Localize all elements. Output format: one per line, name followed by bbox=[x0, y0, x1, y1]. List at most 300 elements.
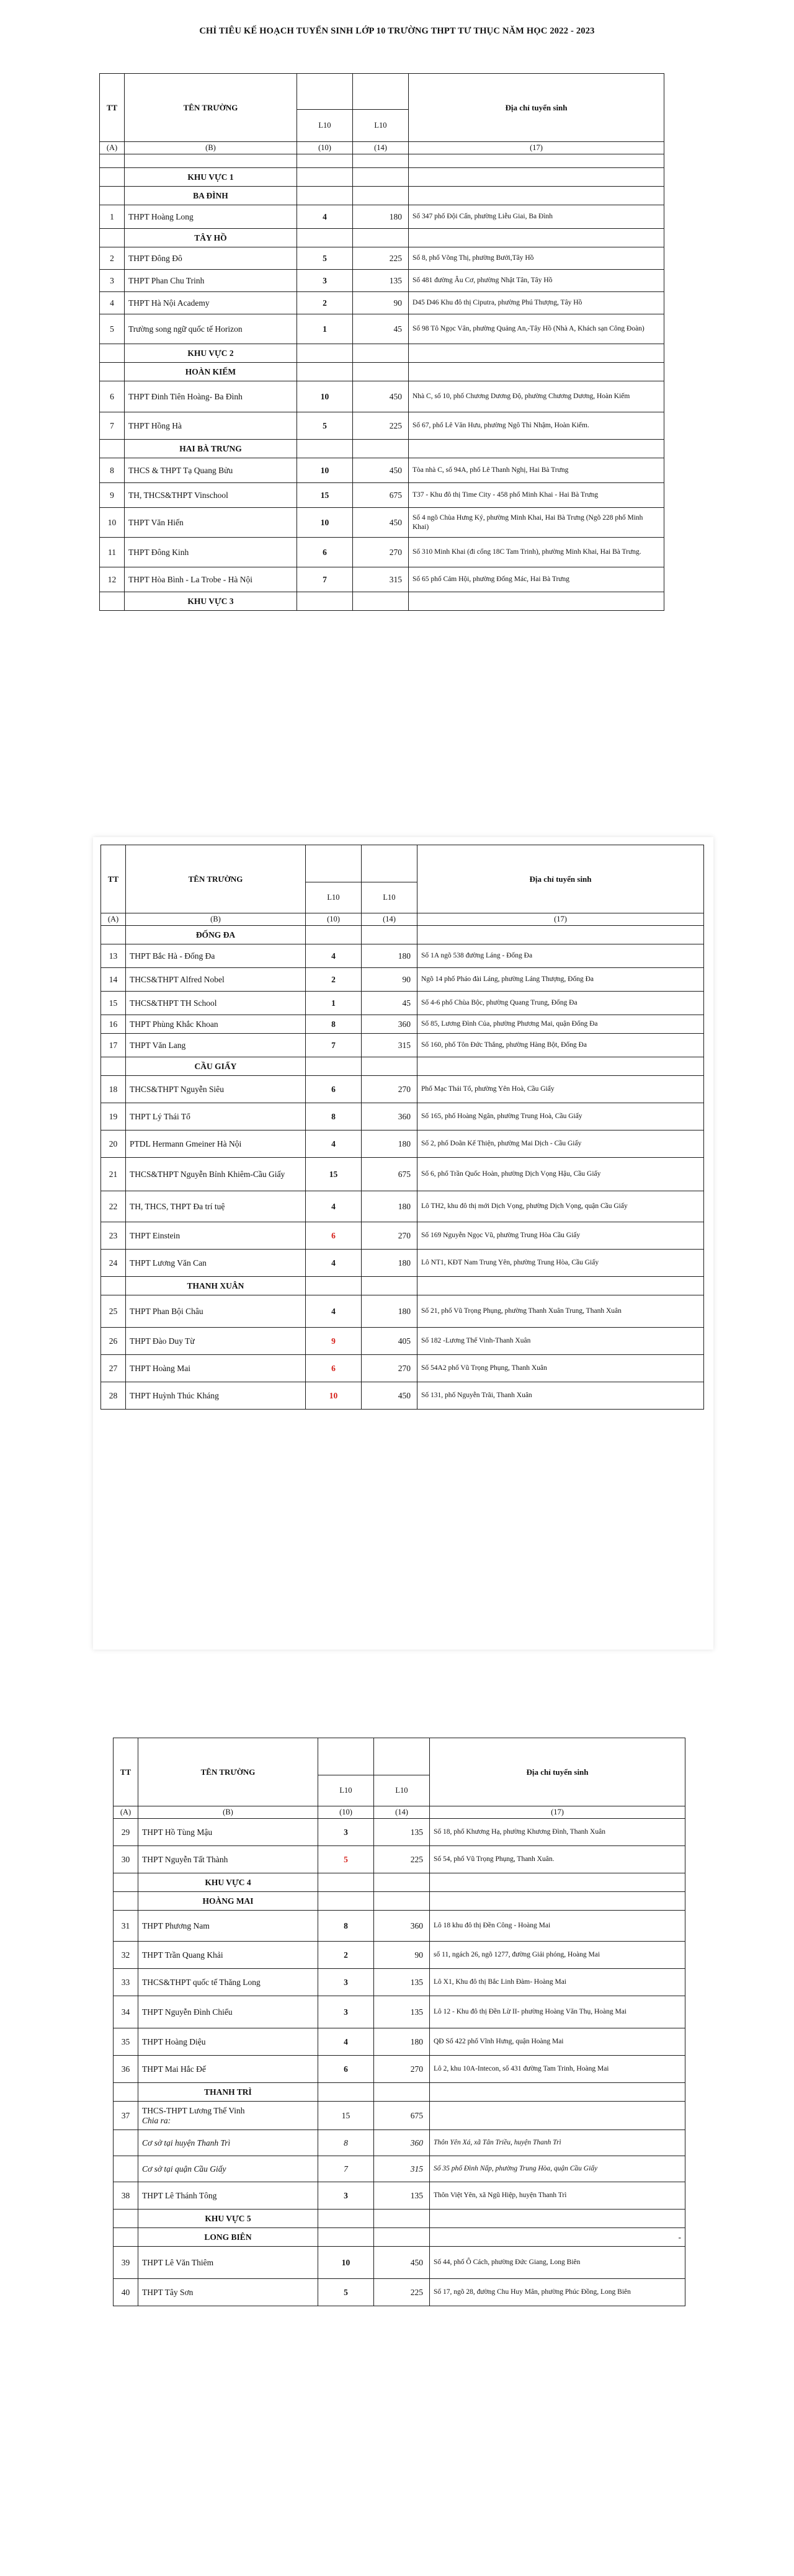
school-address: Số 44, phố Ô Cách, phường Đức Giang, Long Biên bbox=[430, 2247, 685, 2279]
section-label: HAI BÀ TRƯNG bbox=[125, 440, 297, 458]
page-title: CHỈ TIÊU KẾ HOẠCH TUYỂN SINH LỚP 10 TRƯỜNG THPT TƯ THỤC NĂM HỌC 2022 - 2023 bbox=[199, 26, 595, 36]
header-address: Địa chỉ tuyển sinh bbox=[409, 74, 664, 142]
section-row bbox=[101, 1277, 704, 1295]
student-count: 450 bbox=[353, 458, 409, 483]
school-row bbox=[100, 381, 664, 412]
section-tt bbox=[101, 1277, 126, 1295]
school-row bbox=[101, 1328, 704, 1355]
school-address: Số 182 -Lương Thế Vinh-Thanh Xuân bbox=[417, 1328, 704, 1355]
section-label: LONG BIÊN bbox=[138, 2228, 318, 2247]
school-row bbox=[100, 508, 664, 538]
section-blank bbox=[374, 2228, 430, 2247]
section-label: TÂY HỒ bbox=[125, 229, 297, 247]
school-row bbox=[101, 1034, 704, 1057]
section-extra bbox=[409, 187, 664, 205]
student-count: 675 bbox=[374, 2102, 430, 2130]
header-l10-classes: L10 bbox=[297, 110, 353, 142]
header-blank-10 bbox=[306, 845, 362, 882]
header-row bbox=[114, 1738, 685, 1775]
header-blank-10 bbox=[297, 74, 353, 110]
student-count: 225 bbox=[353, 247, 409, 270]
class-count: 3 bbox=[318, 1996, 374, 2028]
school-name: THPT Tây Sơn bbox=[138, 2279, 318, 2306]
school-number: 19 bbox=[101, 1103, 126, 1130]
section-blank bbox=[353, 363, 409, 381]
student-count: 270 bbox=[353, 538, 409, 567]
section-extra bbox=[417, 1057, 704, 1076]
school-address: Phố Mạc Thái Tổ, phường Yên Hoà, Cầu Giấy bbox=[417, 1076, 704, 1103]
school-name: THPT Nguyễn Tất Thành bbox=[138, 1846, 318, 1873]
section-tt bbox=[100, 187, 125, 205]
student-count: 450 bbox=[362, 1382, 417, 1410]
header-address: Địa chỉ tuyển sinh bbox=[417, 845, 704, 913]
school-name: THPT Hà Nội Academy bbox=[125, 292, 297, 314]
section-tt bbox=[100, 592, 125, 611]
school-number: 11 bbox=[100, 538, 125, 567]
school-row bbox=[101, 1015, 704, 1034]
school-name: THCS & THPT Tạ Quang Bửu bbox=[125, 458, 297, 483]
class-count: 6 bbox=[306, 1222, 362, 1250]
header-code-row bbox=[100, 142, 664, 154]
student-count: 675 bbox=[353, 483, 409, 508]
school-row bbox=[114, 2182, 685, 2210]
code-10: (10) bbox=[297, 142, 353, 154]
school-note: Chia ra: bbox=[142, 2115, 171, 2125]
school-name: THPT Phương Nam bbox=[138, 1911, 318, 1942]
student-count: 360 bbox=[362, 1015, 417, 1034]
school-address: T37 - Khu đô thị Time City - 458 phố Minh Khai - Hai Bà Trưng bbox=[409, 483, 664, 508]
school-row bbox=[100, 205, 664, 229]
school-name: THPT Einstein bbox=[126, 1222, 306, 1250]
school-address: số 11, ngách 26, ngõ 1277, đường Giải phóng, Hoàng Mai bbox=[430, 1942, 685, 1969]
school-address: Số 347 phố Đội Cấn, phường Liễu Giai, Ba Đình bbox=[409, 205, 664, 229]
section-label: KHU VỰC 4 bbox=[138, 1873, 318, 1892]
section-blank bbox=[297, 363, 353, 381]
student-count: 180 bbox=[362, 1250, 417, 1277]
admissions-table bbox=[99, 73, 664, 611]
school-row bbox=[100, 483, 664, 508]
school-name: THCS&THPT Nguyễn Bỉnh Khiêm-Cầu Giấy bbox=[126, 1158, 306, 1191]
school-number: 38 bbox=[114, 2182, 138, 2210]
student-count: 180 bbox=[362, 1295, 417, 1328]
school-number: 12 bbox=[100, 567, 125, 592]
section-label: CẦU GIẤY bbox=[126, 1057, 306, 1076]
school-row bbox=[101, 1103, 704, 1130]
school-row bbox=[114, 2056, 685, 2083]
class-count: 4 bbox=[297, 205, 353, 229]
school-address: Số 21, phố Vũ Trọng Phụng, phường Thanh Xuân Trung, Thanh Xuân bbox=[417, 1295, 704, 1328]
school-name: THPT Nguyễn Đình Chiểu bbox=[138, 1996, 318, 2028]
section-tt bbox=[100, 363, 125, 381]
header-school-name: TÊN TRƯỜNG bbox=[126, 845, 306, 913]
school-row bbox=[114, 1819, 685, 1846]
student-count: 135 bbox=[374, 2182, 430, 2210]
school-row bbox=[101, 1076, 704, 1103]
school-number: 10 bbox=[100, 508, 125, 538]
code-17: (17) bbox=[409, 142, 664, 154]
header-code-row bbox=[114, 1806, 685, 1819]
section-blank bbox=[353, 344, 409, 363]
student-count: 270 bbox=[374, 2056, 430, 2083]
school-number: 15 bbox=[101, 992, 126, 1015]
school-name: THCS&THPT Alfred Nobel bbox=[126, 968, 306, 992]
section-extra bbox=[417, 926, 704, 944]
header-address: Địa chỉ tuyển sinh bbox=[430, 1738, 685, 1806]
school-name: TH, THCS&THPT Vinschool bbox=[125, 483, 297, 508]
school-address: Thôn Việt Yên, xã Ngũ Hiệp, huyện Thanh Trì bbox=[430, 2182, 685, 2210]
section-blank bbox=[306, 1057, 362, 1076]
school-row bbox=[101, 1250, 704, 1277]
section-blank bbox=[362, 1277, 417, 1295]
school-address: Số 6, phố Trần Quốc Hoàn, phường Dịch Vọng Hậu, Cầu Giấy bbox=[417, 1158, 704, 1191]
school-name: Trường song ngữ quốc tế Horizon bbox=[125, 314, 297, 344]
school-row bbox=[100, 538, 664, 567]
school-name: THPT Mai Hắc Đế bbox=[138, 2056, 318, 2083]
section-row bbox=[100, 440, 664, 458]
section-extra: - bbox=[430, 2228, 685, 2247]
section-label: BA ĐÌNH bbox=[125, 187, 297, 205]
section-label: THANH TRÌ bbox=[138, 2083, 318, 2102]
section-tt bbox=[114, 1873, 138, 1892]
class-count: 15 bbox=[297, 483, 353, 508]
school-number: 4 bbox=[100, 292, 125, 314]
admissions-table bbox=[113, 1738, 685, 2306]
school-row bbox=[101, 1382, 704, 1410]
class-count: 7 bbox=[318, 2156, 374, 2182]
school-address: Ngõ 14 phố Pháo đài Láng, phường Láng Thượng, Đống Đa bbox=[417, 968, 704, 992]
school-name: THPT Hòa Bình - La Trobe - Hà Nội bbox=[125, 567, 297, 592]
school-name: THPT Huỳnh Thúc Kháng bbox=[126, 1382, 306, 1410]
document-page-1 bbox=[93, 67, 695, 799]
school-name: TH, THCS, THPT Đa trí tuệ bbox=[126, 1191, 306, 1222]
school-name: THPT Phan Bội Châu bbox=[126, 1295, 306, 1328]
class-count: 6 bbox=[318, 2056, 374, 2083]
section-row bbox=[100, 344, 664, 363]
code-10: (10) bbox=[306, 913, 362, 926]
student-count: 315 bbox=[353, 567, 409, 592]
student-count: 180 bbox=[362, 1191, 417, 1222]
school-row bbox=[114, 1996, 685, 2028]
school-number: 20 bbox=[101, 1130, 126, 1158]
section-tt bbox=[100, 168, 125, 187]
school-number: 14 bbox=[101, 968, 126, 992]
school-address: Lô X1, Khu đô thị Bắc Linh Đàm- Hoàng Mai bbox=[430, 1969, 685, 1996]
school-address: Lô 2, khu 10A-Intecon, số 431 đường Tam Trinh, Hoàng Mai bbox=[430, 2056, 685, 2083]
school-address: Nhà C, số 10, phố Chương Dương Độ, phường Chương Dương, Hoàn Kiếm bbox=[409, 381, 664, 412]
school-address: Số 131, phố Nguyễn Trãi, Thanh Xuân bbox=[417, 1382, 704, 1410]
school-row bbox=[101, 968, 704, 992]
class-count: 3 bbox=[297, 270, 353, 292]
section-blank bbox=[362, 1057, 417, 1076]
class-count: 3 bbox=[318, 2182, 374, 2210]
section-row bbox=[100, 592, 664, 611]
school-row bbox=[114, 1846, 685, 1873]
header-l10-classes: L10 bbox=[306, 882, 362, 913]
school-row bbox=[100, 567, 664, 592]
section-blank bbox=[374, 2210, 430, 2228]
class-count: 3 bbox=[318, 1819, 374, 1846]
student-count: 360 bbox=[374, 1911, 430, 1942]
section-extra bbox=[430, 2083, 685, 2102]
blank-cell bbox=[297, 154, 353, 168]
school-name: THPT Trần Quang Khải bbox=[138, 1942, 318, 1969]
section-blank bbox=[297, 168, 353, 187]
school-number: 22 bbox=[101, 1191, 126, 1222]
school-address: Số 8, phố Võng Thị, phường Bưởi,Tây Hồ bbox=[409, 247, 664, 270]
section-label: HOÀN KIẾM bbox=[125, 363, 297, 381]
school-address: QĐ Số 422 phố Vĩnh Hưng, quận Hoàng Mai bbox=[430, 2028, 685, 2056]
header-blank-10 bbox=[318, 1738, 374, 1775]
class-count: 10 bbox=[318, 2247, 374, 2279]
section-tt bbox=[101, 1057, 126, 1076]
school-address: D45 D46 Khu đô thị Ciputra, phường Phú Thượng, Tây Hồ bbox=[409, 292, 664, 314]
section-row bbox=[114, 1892, 685, 1911]
school-name: THPT Lê Thánh Tông bbox=[138, 2182, 318, 2210]
student-count: 225 bbox=[374, 2279, 430, 2306]
section-blank bbox=[353, 168, 409, 187]
school-address bbox=[430, 2102, 685, 2130]
school-row bbox=[114, 2279, 685, 2306]
class-count: 5 bbox=[297, 412, 353, 440]
header-row bbox=[101, 845, 704, 882]
section-row bbox=[114, 2083, 685, 2102]
school-address: Số 4 ngõ Chùa Hưng Ký, phường Minh Khai, Hai Bà Trưng (Ngõ 228 phố Minh Khai) bbox=[409, 508, 664, 538]
header-tt: TT bbox=[114, 1738, 138, 1806]
school-address: Số 4-6 phố Chùa Bộc, phường Quang Trung, Đống Đa bbox=[417, 992, 704, 1015]
school-row bbox=[114, 2247, 685, 2279]
section-extra bbox=[409, 440, 664, 458]
section-label: KHU VỰC 5 bbox=[138, 2210, 318, 2228]
school-number: 5 bbox=[100, 314, 125, 344]
school-number: 1 bbox=[100, 205, 125, 229]
school-row bbox=[114, 1969, 685, 1996]
school-name bbox=[138, 2102, 318, 2130]
section-tt bbox=[114, 2228, 138, 2247]
school-name: THCS&THPT Nguyễn Siêu bbox=[126, 1076, 306, 1103]
school-number: 34 bbox=[114, 1996, 138, 2028]
section-row bbox=[100, 168, 664, 187]
section-tt bbox=[100, 440, 125, 458]
school-address: Lô TH2, khu đô thị mới Dịch Vọng, phường Dịch Vọng, quận Cầu Giấy bbox=[417, 1191, 704, 1222]
school-name: THCS&THPT TH School bbox=[126, 992, 306, 1015]
school-number: 26 bbox=[101, 1328, 126, 1355]
school-name: THPT Bắc Hà - Đống Đa bbox=[126, 944, 306, 968]
school-name: THPT Lê Văn Thiêm bbox=[138, 2247, 318, 2279]
campus-row bbox=[114, 2156, 685, 2182]
code-14: (14) bbox=[353, 142, 409, 154]
section-blank bbox=[297, 440, 353, 458]
section-blank bbox=[362, 926, 417, 944]
section-blank bbox=[297, 187, 353, 205]
school-address: Số 54, phố Vũ Trọng Phụng, Thanh Xuân. bbox=[430, 1846, 685, 1873]
school-number: 32 bbox=[114, 1942, 138, 1969]
class-count: 15 bbox=[318, 2102, 374, 2130]
class-count: 8 bbox=[318, 1911, 374, 1942]
school-address: Số 17, ngõ 28, đường Chu Huy Mân, phường Phúc Đồng, Long Biên bbox=[430, 2279, 685, 2306]
class-count: 10 bbox=[297, 381, 353, 412]
student-count: 405 bbox=[362, 1328, 417, 1355]
header-l10-students: L10 bbox=[353, 110, 409, 142]
header-l10-classes: L10 bbox=[318, 1775, 374, 1806]
class-count: 15 bbox=[306, 1158, 362, 1191]
section-tt bbox=[114, 2083, 138, 2102]
student-count: 270 bbox=[362, 1076, 417, 1103]
student-count: 270 bbox=[362, 1222, 417, 1250]
class-count: 10 bbox=[297, 508, 353, 538]
blank-cell bbox=[125, 154, 297, 168]
school-row bbox=[101, 1295, 704, 1328]
section-blank bbox=[318, 2228, 374, 2247]
school-row bbox=[114, 2028, 685, 2056]
class-count: 4 bbox=[306, 1295, 362, 1328]
class-count: 6 bbox=[306, 1076, 362, 1103]
school-number: 28 bbox=[101, 1382, 126, 1410]
student-count: 135 bbox=[353, 270, 409, 292]
section-row bbox=[114, 2228, 685, 2247]
class-count: 9 bbox=[306, 1328, 362, 1355]
section-blank bbox=[374, 1892, 430, 1911]
section-label: ĐỐNG ĐA bbox=[126, 926, 306, 944]
section-blank bbox=[318, 2083, 374, 2102]
section-blank bbox=[353, 187, 409, 205]
section-blank bbox=[306, 926, 362, 944]
section-label: KHU VỰC 2 bbox=[125, 344, 297, 363]
document-page-2 bbox=[93, 837, 713, 1650]
student-count: 90 bbox=[362, 968, 417, 992]
class-count: 1 bbox=[306, 992, 362, 1015]
school-name: Cơ sở tại quận Cầu Giấy bbox=[138, 2156, 318, 2182]
section-extra bbox=[409, 168, 664, 187]
student-count: 225 bbox=[353, 412, 409, 440]
code-a: (A) bbox=[100, 142, 125, 154]
school-row bbox=[100, 458, 664, 483]
class-count: 4 bbox=[318, 2028, 374, 2056]
school-address: Số 310 Minh Khai (đi cổng 18C Tam Trinh), phường Minh Khai, Hai Bà Trưng. bbox=[409, 538, 664, 567]
section-row bbox=[101, 1057, 704, 1076]
header-row bbox=[100, 74, 664, 110]
class-count: 7 bbox=[306, 1034, 362, 1057]
school-number: 30 bbox=[114, 1846, 138, 1873]
school-number: 16 bbox=[101, 1015, 126, 1034]
student-count: 360 bbox=[374, 2130, 430, 2156]
school-number: 36 bbox=[114, 2056, 138, 2083]
student-count: 135 bbox=[374, 1996, 430, 2028]
section-row bbox=[114, 1873, 685, 1892]
school-number: 18 bbox=[101, 1076, 126, 1103]
section-blank bbox=[318, 2210, 374, 2228]
section-blank bbox=[353, 229, 409, 247]
student-count: 450 bbox=[374, 2247, 430, 2279]
school-row bbox=[114, 1942, 685, 1969]
school-name: THCS&THPT quốc tế Thăng Long bbox=[138, 1969, 318, 1996]
section-blank bbox=[374, 2083, 430, 2102]
school-address: Lô NT1, KĐT Nam Trung Yên, phường Trung Hòa, Cầu Giấy bbox=[417, 1250, 704, 1277]
blank-row bbox=[100, 154, 664, 168]
section-row bbox=[114, 2210, 685, 2228]
school-number: 7 bbox=[100, 412, 125, 440]
code-10: (10) bbox=[318, 1806, 374, 1819]
section-extra bbox=[409, 363, 664, 381]
school-number: 8 bbox=[100, 458, 125, 483]
class-count: 4 bbox=[306, 1191, 362, 1222]
school-name: THPT Đào Duy Từ bbox=[126, 1328, 306, 1355]
code-b: (B) bbox=[126, 913, 306, 926]
header-code-row bbox=[101, 913, 704, 926]
school-number: 33 bbox=[114, 1969, 138, 1996]
section-extra bbox=[409, 344, 664, 363]
school-number bbox=[114, 2156, 138, 2182]
code-a: (A) bbox=[114, 1806, 138, 1819]
section-row bbox=[100, 363, 664, 381]
blank-cell bbox=[100, 154, 125, 168]
school-row bbox=[114, 2102, 685, 2130]
school-number: 24 bbox=[101, 1250, 126, 1277]
school-name: THPT Lý Thái Tổ bbox=[126, 1103, 306, 1130]
school-row bbox=[100, 270, 664, 292]
school-number: 25 bbox=[101, 1295, 126, 1328]
school-address: Lô 12 - Khu đô thị Đền Lừ II- phường Hoàng Văn Thụ, Hoàng Mai bbox=[430, 1996, 685, 2028]
school-row bbox=[100, 314, 664, 344]
class-count: 3 bbox=[318, 1969, 374, 1996]
code-a: (A) bbox=[101, 913, 126, 926]
admissions-table bbox=[100, 845, 704, 1410]
section-tt bbox=[100, 344, 125, 363]
school-address: Tòa nhà C, số 94A, phố Lê Thanh Nghị, Hai Bà Trưng bbox=[409, 458, 664, 483]
student-count: 315 bbox=[374, 2156, 430, 2182]
school-number: 40 bbox=[114, 2279, 138, 2306]
student-count: 450 bbox=[353, 508, 409, 538]
school-row bbox=[100, 412, 664, 440]
section-label: KHU VỰC 3 bbox=[125, 592, 297, 611]
school-number: 3 bbox=[100, 270, 125, 292]
school-number: 2 bbox=[100, 247, 125, 270]
school-number: 37 bbox=[114, 2102, 138, 2130]
student-count: 180 bbox=[374, 2028, 430, 2056]
school-row bbox=[101, 992, 704, 1015]
student-count: 135 bbox=[374, 1969, 430, 1996]
school-row bbox=[101, 944, 704, 968]
student-count: 180 bbox=[362, 944, 417, 968]
section-blank bbox=[297, 229, 353, 247]
section-blank bbox=[318, 1892, 374, 1911]
school-name: THPT Hoàng Mai bbox=[126, 1355, 306, 1382]
student-count: 315 bbox=[362, 1034, 417, 1057]
school-name: THPT Văn Lang bbox=[126, 1034, 306, 1057]
student-count: 675 bbox=[362, 1158, 417, 1191]
student-count: 90 bbox=[374, 1942, 430, 1969]
section-blank bbox=[306, 1277, 362, 1295]
school-number: 29 bbox=[114, 1819, 138, 1846]
code-14: (14) bbox=[374, 1806, 430, 1819]
class-count: 8 bbox=[306, 1015, 362, 1034]
blank-cell bbox=[409, 154, 664, 168]
section-tt bbox=[114, 1892, 138, 1911]
section-extra bbox=[430, 1892, 685, 1911]
school-name: THPT Đinh Tiên Hoàng- Ba Đình bbox=[125, 381, 297, 412]
section-extra bbox=[430, 2210, 685, 2228]
student-count: 135 bbox=[374, 1819, 430, 1846]
class-count: 10 bbox=[297, 458, 353, 483]
school-name: THPT Lương Văn Can bbox=[126, 1250, 306, 1277]
school-address: Số 160, phố Tôn Đức Thắng, phường Hàng Bột, Đống Đa bbox=[417, 1034, 704, 1057]
school-address: Thôn Yên Xá, xã Tân Triều, huyện Thanh Trì bbox=[430, 2130, 685, 2156]
class-count: 4 bbox=[306, 1250, 362, 1277]
school-row bbox=[101, 1158, 704, 1191]
section-tt bbox=[100, 229, 125, 247]
class-count: 2 bbox=[297, 292, 353, 314]
section-label: KHU VỰC 1 bbox=[125, 168, 297, 187]
section-row bbox=[100, 187, 664, 205]
